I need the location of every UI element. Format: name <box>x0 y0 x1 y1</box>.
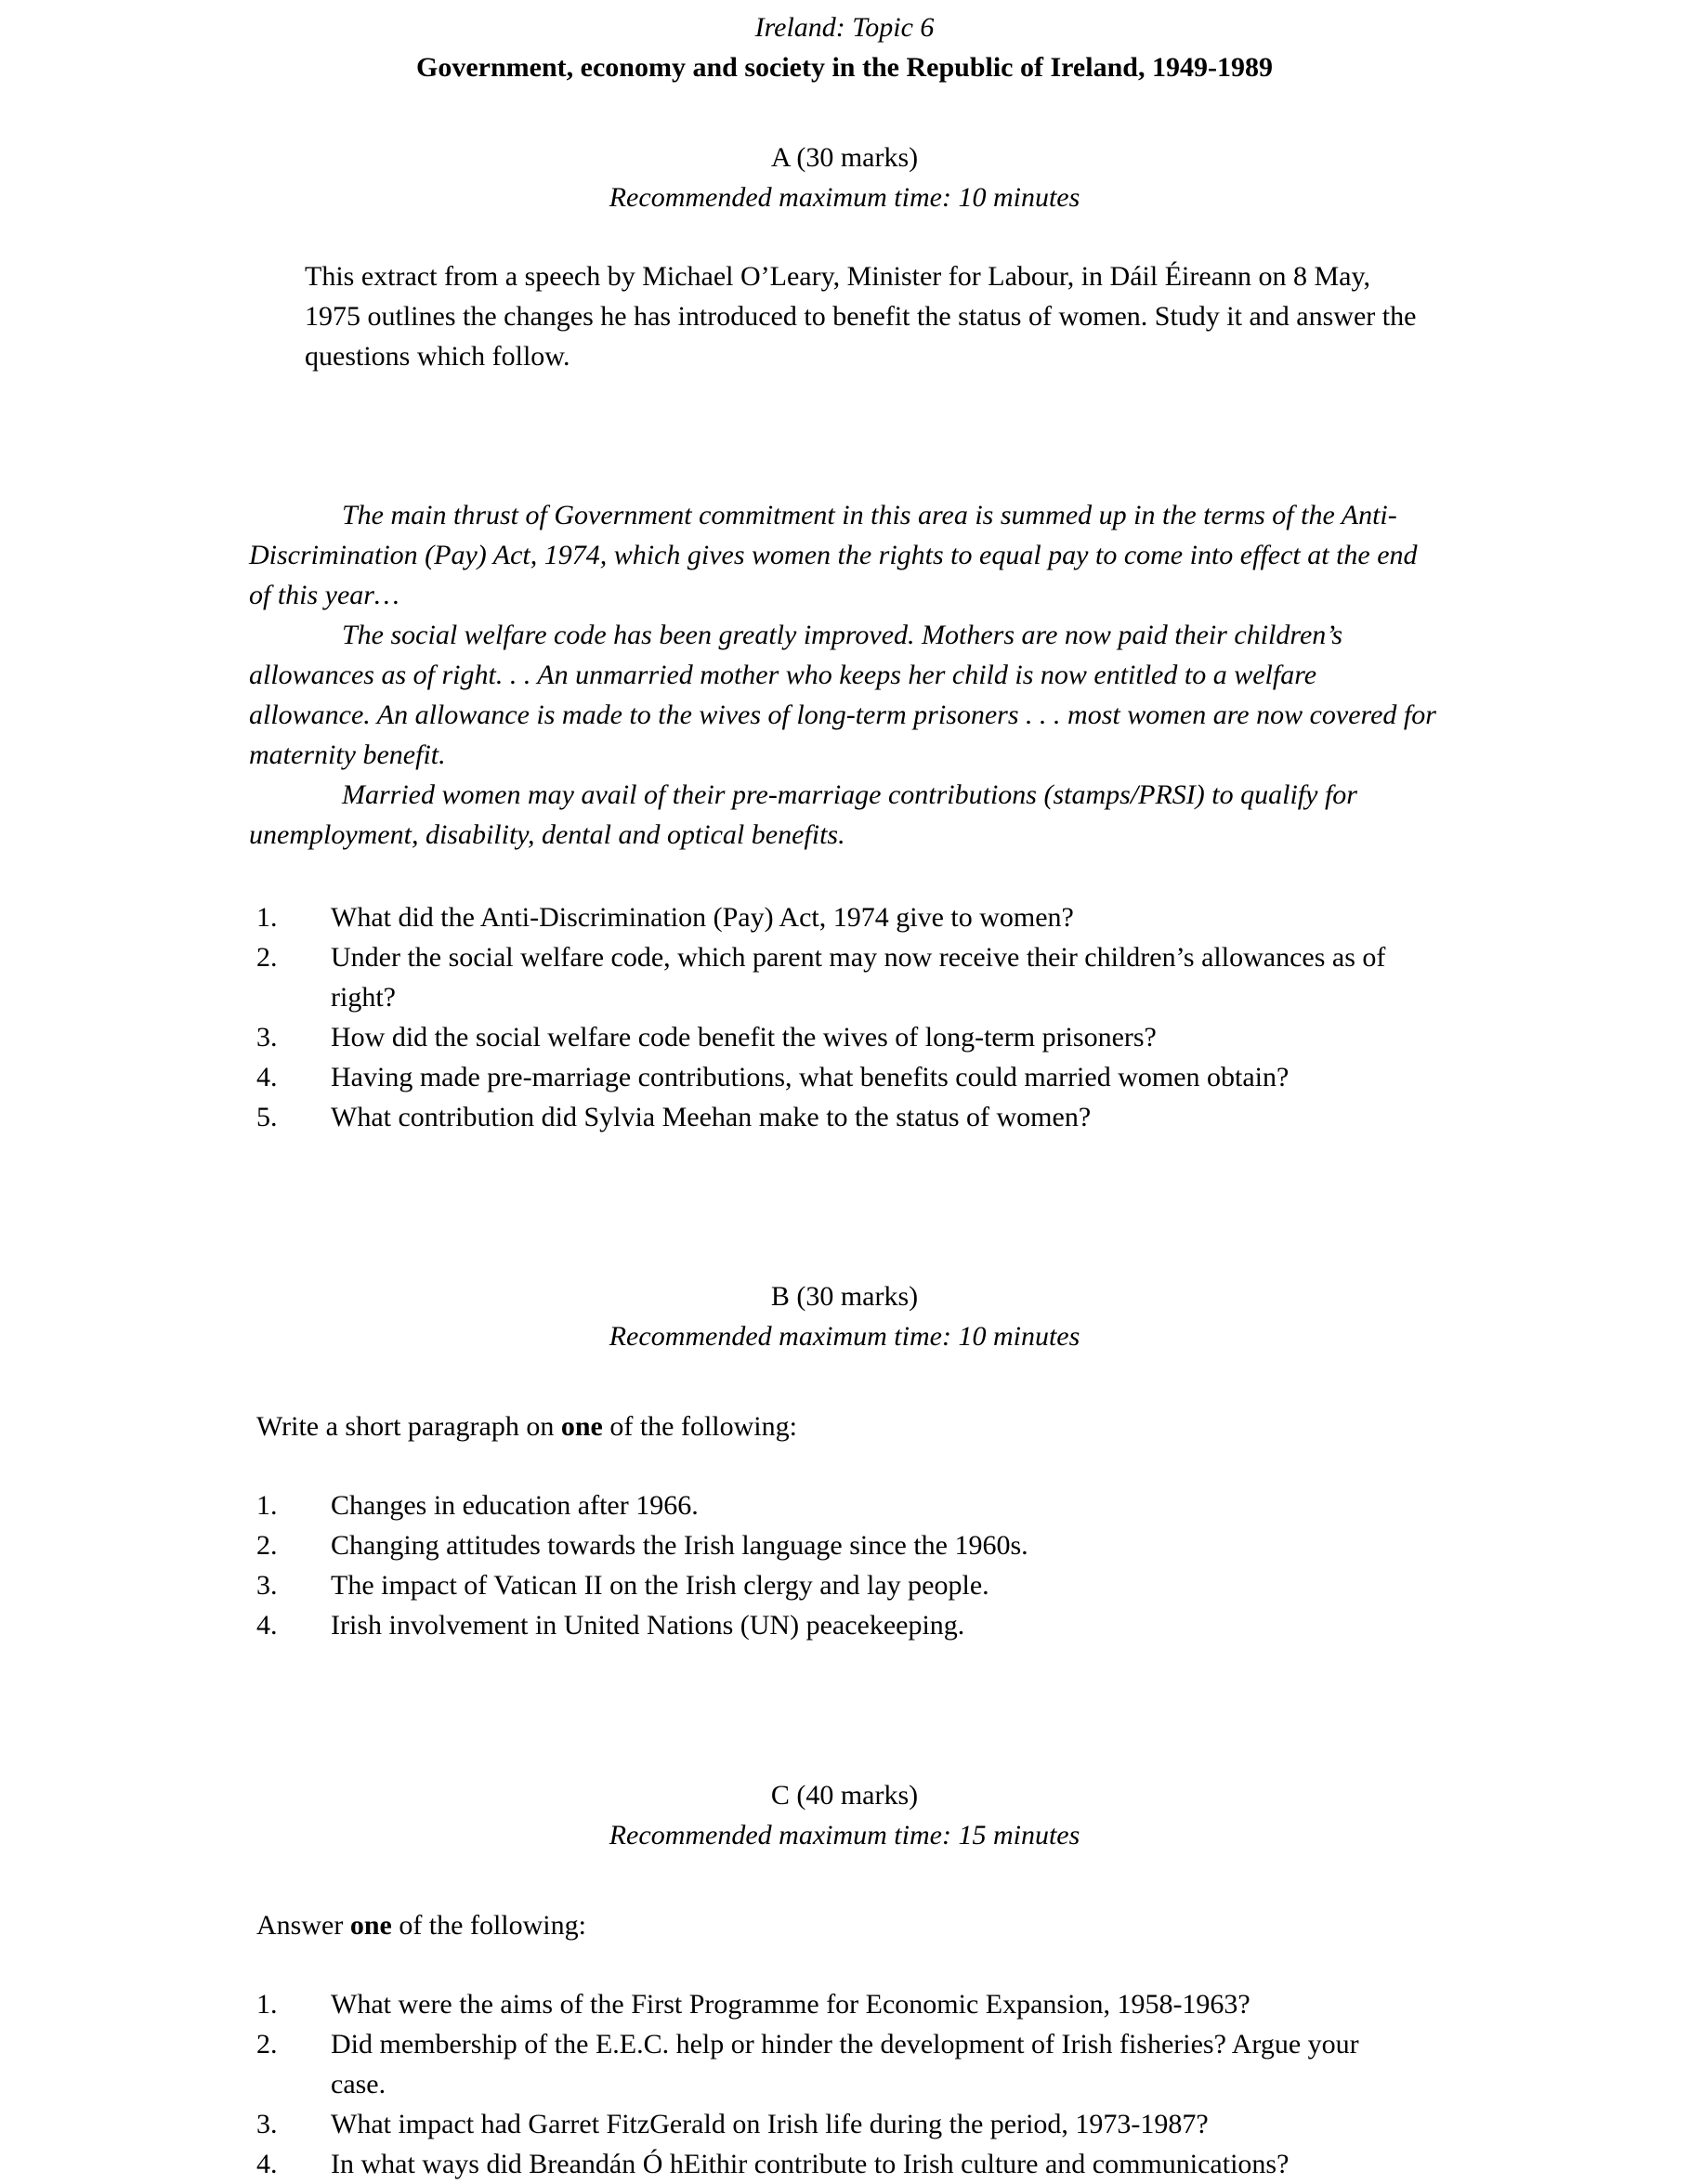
section-b-instruction-after: of the following: <box>602 1411 797 1442</box>
list-item-text: Did membership of the E.E.C. help or hinder the development of Irish fisheries? Argue your case. <box>331 2029 1359 2099</box>
list-item-number: 3. <box>256 2109 278 2139</box>
spacer <box>0 1356 1689 1406</box>
extract-paragraph: The main thrust of Government commitment in this area is summed up in the terms of the Anti-Discrimination (Pay) Act, 1974, which gives women the rights to equal pay to come into effect at the end of this year… <box>249 500 1418 610</box>
list-item <box>256 1057 1420 1097</box>
list-item-text: What were the aims of the First Programme for Economic Expansion, 1958-1963? <box>331 1989 1250 2020</box>
section-a-heading <box>0 137 1689 217</box>
spacer <box>0 1855 1689 1905</box>
document-title-line: Government, economy and society in the Republic of Ireland, 1949-1989 <box>416 52 1273 83</box>
list-item-number: 4. <box>256 1062 278 1092</box>
list-item-text: How did the social welfare code benefit the wives of long-term prisoners? <box>331 1022 1157 1053</box>
list-item-number: 3. <box>256 1570 278 1601</box>
list-item-number: 1. <box>256 1490 278 1521</box>
list-item-number: 3. <box>256 1022 278 1053</box>
section-b-instruction-before: Write a short paragraph on <box>256 1411 561 1442</box>
extract-paragraph: The social welfare code has been greatly improved. Mothers are now paid their children’s allowances as of right. . . An unmarried mother who keeps her child is now entitled to a welfare allowance. An allowance is made to the wives of long-term prisoners . . . most women are now covered for maternity benefit. <box>249 620 1436 770</box>
section-b-question-list <box>0 1485 1689 1645</box>
list-item-text: What contribution did Sylvia Meehan make to the status of women? <box>331 1102 1092 1132</box>
list-item <box>256 1984 1420 2024</box>
page-title <box>0 7 1689 87</box>
list-item-number: 1. <box>256 902 278 933</box>
list-item-text: Changing attitudes towards the Irish language since the 1960s. <box>331 1530 1028 1561</box>
spacer <box>0 855 1689 897</box>
list-item-number: 2. <box>256 2029 278 2060</box>
document-topic-line: Ireland: Topic 6 <box>754 12 935 43</box>
list-item-number: 4. <box>256 1610 278 1641</box>
section-c-instruction-emphasis: one <box>349 1910 392 1941</box>
section-a-intro: This extract from a speech by Michael O’Leary, Minister for Labour, in Dáil Éireann on 8 May, 1975 outlines the changes he has introduced to benefit the status of women. Study it and answer the questions which follow. <box>305 261 1417 372</box>
section-b-instruction <box>0 1406 1689 1446</box>
section-a-time: Recommended maximum time: 10 minutes <box>609 182 1080 213</box>
section-b-time: Recommended maximum time: 10 minutes <box>609 1321 1080 1352</box>
section-c-instruction-after: of the following: <box>391 1910 586 1941</box>
section-c-heading <box>0 1775 1689 1855</box>
section-c-instruction <box>0 1905 1689 1945</box>
list-item-number: 2. <box>256 1530 278 1561</box>
section-a-question-list <box>0 897 1689 1137</box>
section-b-marks: B (30 marks) <box>770 1281 919 1312</box>
list-item-text: Irish involvement in United Nations (UN) peacekeeping. <box>331 1610 965 1641</box>
section-b-heading <box>0 1276 1689 1356</box>
list-item <box>256 2144 1420 2184</box>
source-extract <box>0 495 1689 855</box>
list-item-text: Having made pre-marriage contributions, what benefits could married women obtain? <box>331 1062 1290 1092</box>
spacer <box>0 217 1689 256</box>
spacer <box>0 1446 1689 1485</box>
list-item <box>256 937 1420 1017</box>
section-c-instruction-before: Answer <box>256 1910 350 1941</box>
list-item-number: 5. <box>256 1102 278 1132</box>
list-item-number: 1. <box>256 1989 278 2020</box>
list-item <box>256 2104 1420 2144</box>
spacer <box>0 1645 1689 1775</box>
list-item-number: 2. <box>256 942 278 973</box>
list-item-text: What impact had Garret FitzGerald on Irish life during the period, 1973-1987? <box>331 2109 1209 2139</box>
list-item-text: What did the Anti-Discrimination (Pay) Act, 1974 give to women? <box>331 902 1074 933</box>
section-a-marks: A (30 marks) <box>770 142 919 173</box>
spacer <box>0 87 1689 137</box>
list-item <box>256 1485 1420 1525</box>
list-item <box>256 1097 1420 1137</box>
spacer <box>0 376 1689 495</box>
list-item <box>256 1605 1420 1645</box>
extract-paragraph: Married women may avail of their pre-marriage contributions (stamps/PRSI) to qualify for unemployment, disability, dental and optical benefits. <box>249 779 1357 850</box>
list-item-text: In what ways did Breandán Ó hEithir contribute to Irish culture and communications? <box>331 2149 1290 2179</box>
list-item-text: The impact of Vatican II on the Irish clergy and lay people. <box>331 1570 989 1601</box>
section-b-instruction-emphasis: one <box>560 1411 603 1442</box>
list-item <box>256 1017 1420 1057</box>
spacer <box>0 1137 1689 1276</box>
list-item <box>256 1525 1420 1565</box>
list-item <box>256 1565 1420 1605</box>
spacer <box>0 1945 1689 1984</box>
list-item-text: Changes in education after 1966. <box>331 1490 699 1521</box>
section-c-time: Recommended maximum time: 15 minutes <box>609 1820 1080 1851</box>
section-c-question-list <box>0 1984 1689 2184</box>
list-item-number: 4. <box>256 2149 278 2179</box>
list-item <box>256 897 1420 937</box>
list-item <box>256 2024 1420 2104</box>
section-c-marks: C (40 marks) <box>770 1780 919 1811</box>
list-item-text: Under the social welfare code, which parent may now receive their children’s allowances as of right? <box>331 942 1386 1013</box>
